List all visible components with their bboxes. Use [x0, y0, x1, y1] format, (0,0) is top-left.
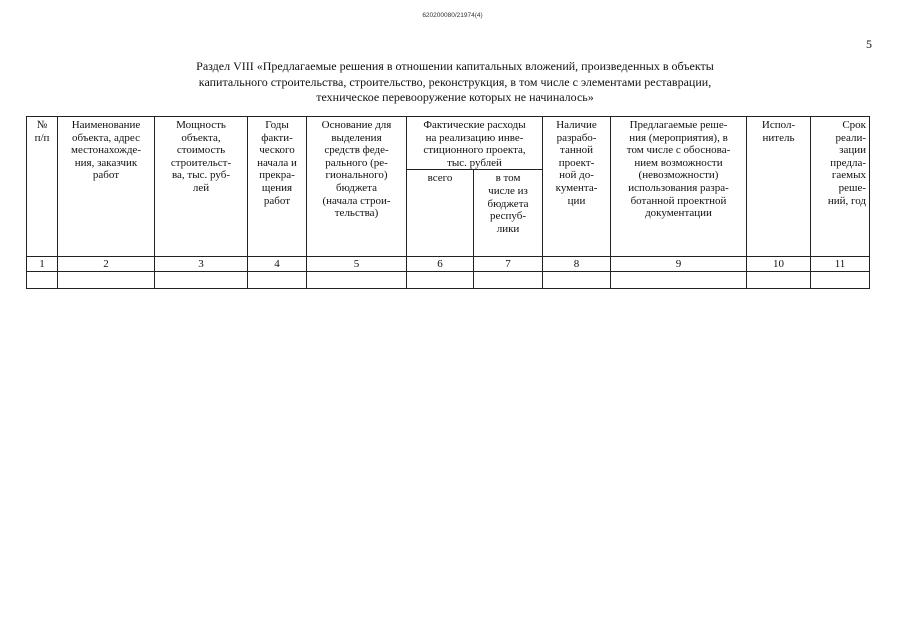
table-cell [248, 272, 307, 289]
header-text-line: рального (ре- [325, 156, 388, 169]
header-text-line: на реализацию инве- [425, 131, 524, 144]
table-cell [27, 272, 58, 289]
header-text-line: кумента- [555, 181, 598, 194]
header-text-line: лей [192, 181, 210, 194]
header-text-line: бюджета [487, 197, 529, 210]
section-title-line: капитального строительства, строительство, реконструкция, в том числе с элементами реставрации, [198, 74, 712, 89]
header-text-line: ния (мероприятия), в [629, 131, 728, 144]
table-cell [811, 272, 870, 289]
header-text-line: зации [839, 144, 867, 157]
header-text-line: том числе с обоснова- [626, 144, 731, 157]
header-text-line: Испол- [761, 119, 796, 131]
header-text-line: ва, тыс. руб- [172, 169, 230, 182]
column-number: 5 [307, 257, 407, 272]
header-text-line: нитель [762, 131, 795, 144]
header-text-line: гионального) [325, 169, 388, 182]
header-text-line: работ [263, 194, 291, 207]
column-number: 4 [248, 257, 307, 272]
column-number: 2 [58, 257, 155, 272]
header-text-line: Мощность [176, 119, 226, 131]
header-text-line: реше- [838, 181, 867, 194]
header-text-line: предла- [830, 156, 867, 169]
table-cell [58, 272, 155, 289]
header-text-line: числе из [488, 184, 528, 197]
header-text-line: бюджета [335, 181, 377, 194]
section-title-line: техническое перевооружение которых не начиналось» [316, 90, 594, 104]
table-row [27, 272, 870, 289]
header-text-line: ботанной проектной [630, 194, 727, 207]
header-text-line: Предлагаемые реше- [629, 119, 728, 131]
header-text-line: ния, заказчик [74, 156, 138, 169]
table-cell [543, 272, 611, 289]
header-text-line: документации [645, 207, 712, 220]
header-capacity [155, 117, 248, 257]
header-text-line: Наличие [556, 119, 597, 131]
header-text-line: ний, год [827, 194, 867, 207]
header-text-line: тыс. рублей [447, 156, 502, 169]
column-number: 11 [811, 257, 870, 272]
header-text-line: использования разра- [628, 181, 729, 194]
header-text-line: Наименование [71, 119, 141, 131]
header-text-line: Годы [265, 119, 289, 131]
header-documentation [543, 117, 611, 257]
column-number: 8 [543, 257, 611, 272]
table-cell [474, 272, 543, 289]
header-text-line: Фактические расходы [423, 119, 526, 131]
header-text-line: стиционного проекта, [423, 144, 526, 157]
header-text-line: начала и [257, 156, 297, 169]
header-text-line: объекта, адрес [72, 131, 140, 144]
header-text-line: ческого [259, 144, 295, 157]
header-text-line: гаемых [831, 169, 867, 182]
header-text-line: объекта, [181, 131, 221, 144]
header-number [27, 117, 58, 257]
header-republic-budget [474, 170, 543, 257]
column-number: 9 [611, 257, 747, 272]
header-text-line: всего [427, 172, 453, 185]
column-number: 10 [747, 257, 811, 272]
header-actual-expenses [407, 117, 543, 170]
header-text-line: работ [92, 169, 120, 182]
table-cell [747, 272, 811, 289]
header-text-line: местонахожде- [71, 144, 141, 157]
header-text-line: ции [567, 194, 586, 207]
header-text-line: стоимость [176, 144, 226, 157]
header-text-line: п/п [34, 131, 50, 144]
column-number: 3 [155, 257, 248, 272]
header-text-line: факти- [261, 131, 293, 144]
header-text-line: тельства) [334, 207, 379, 220]
header-total [407, 170, 474, 257]
table-cell [611, 272, 747, 289]
header-text-line: прекра- [259, 169, 295, 182]
column-number: 7 [474, 257, 543, 272]
header-text-line: строительст- [170, 156, 232, 169]
header-term [811, 117, 870, 257]
header-text-line: Основание для [321, 119, 392, 131]
table-cell [407, 272, 474, 289]
header-basis [307, 117, 407, 257]
header-object-name [58, 117, 155, 257]
header-text-line: № [36, 119, 48, 131]
column-number: 6 [407, 257, 474, 272]
header-text-line: реали- [835, 131, 867, 144]
header-proposed-solutions [611, 117, 747, 257]
header-text-line: средств феде- [324, 144, 389, 157]
section-title [130, 59, 780, 106]
document-id: 620200080/21974(4) [422, 12, 483, 19]
header-executor [747, 117, 811, 257]
header-text-line: щения [261, 181, 293, 194]
header-text-line: нием возможности [634, 156, 723, 169]
column-number: 1 [27, 257, 58, 272]
header-text-line: выделения [331, 131, 382, 144]
column-numbers-row [27, 257, 870, 272]
header-text-line: проект- [558, 156, 595, 169]
header-years [248, 117, 307, 257]
section-title-line: Раздел VIII «Предлагаемые решения в отношении капитальных вложений, произведенных в объекты [196, 59, 714, 73]
header-text-line: танной [560, 144, 593, 157]
header-text-line: лики [496, 222, 520, 235]
table-cell [307, 272, 407, 289]
page-number: 5 [866, 37, 872, 51]
header-text-line: Срок [842, 119, 867, 131]
table-cell [155, 272, 248, 289]
header-text-line: респуб- [489, 210, 527, 223]
header-text-line: разрабо- [556, 131, 597, 144]
header-text-line: ной до- [559, 169, 594, 182]
header-text-line: (начала строи- [322, 194, 391, 207]
header-text-line: (невозможности) [638, 169, 719, 182]
proposals-table [26, 116, 870, 289]
header-text-line: в том [495, 172, 521, 185]
